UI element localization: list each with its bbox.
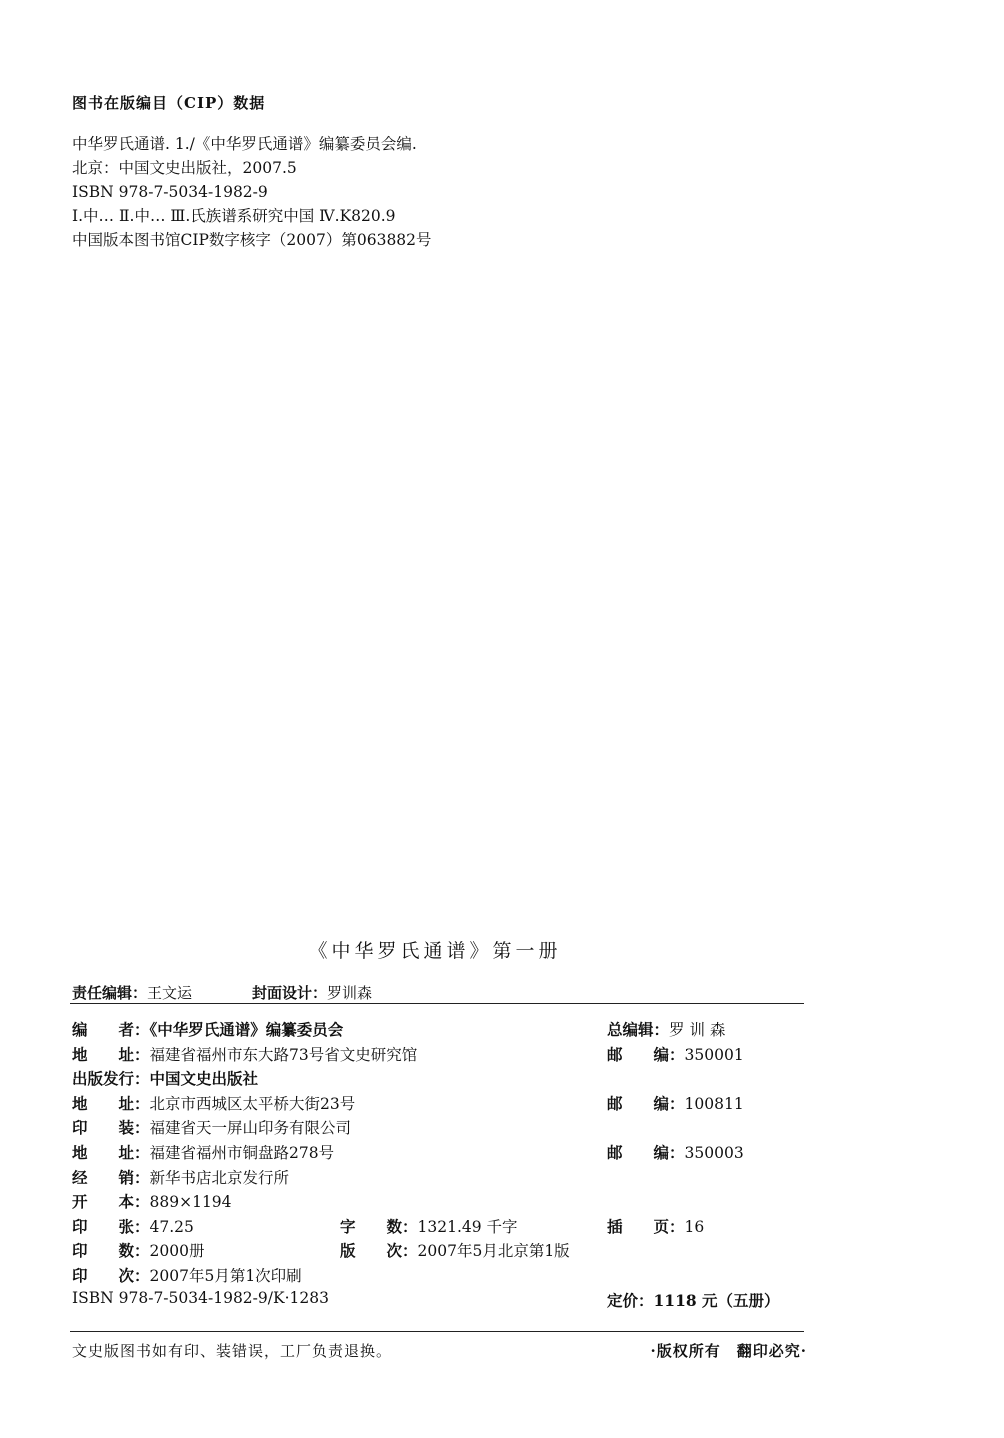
responsible-editor-value: 王文运 (147, 984, 193, 1002)
cover-design-label: 封面设计： (252, 984, 328, 1002)
sheets-label: 印 张： (72, 1216, 150, 1236)
editors-line (72, 982, 372, 1003)
printer-label: 印 装： (72, 1118, 150, 1138)
address-label: 地 址： (72, 1044, 150, 1064)
cip-line: Ⅰ.中… Ⅱ.中… Ⅲ.氏族谱系研究中国 Ⅳ.K820.9 (72, 207, 396, 225)
postcode-label: 邮 编： (607, 1142, 685, 1162)
info-row-address-2 (72, 1092, 807, 1117)
cip-line: 中华罗氏通谱. 1./《中华罗氏通谱》编纂委员会编. (72, 135, 417, 153)
info-row-publisher (72, 1067, 807, 1092)
publication-info (72, 1018, 807, 1313)
book-title: 《中华罗氏通谱》第一册 (308, 940, 562, 962)
sheets-value: 47.25 (149, 1217, 194, 1236)
editor-value: 《中华罗氏通谱》编纂委员会 (149, 1020, 344, 1039)
info-row-distributor (72, 1166, 807, 1191)
address-label: 地 址： (72, 1093, 150, 1113)
print-run-label: 印 数： (72, 1241, 150, 1261)
plates-label: 插 页： (607, 1216, 685, 1236)
info-row-isbn-price (72, 1289, 807, 1314)
cover-design-value: 罗训森 (327, 984, 373, 1002)
info-row-sheets (72, 1215, 807, 1240)
distributor-label: 经 销： (72, 1167, 150, 1187)
chief-editor-value: 罗 训 森 (669, 1021, 726, 1039)
price: 定价：1118 元（五册） (607, 1290, 780, 1310)
info-row-print-run (72, 1239, 807, 1264)
info-row-address-3 (72, 1141, 807, 1166)
cip-line: 北京：中国文史出版社，2007.5 (72, 159, 297, 177)
cip-data-block (72, 132, 432, 252)
divider-top (70, 1003, 804, 1004)
info-row-impression (72, 1264, 807, 1289)
postcode-label: 邮 编： (607, 1044, 685, 1064)
plates-value: 16 (684, 1217, 705, 1236)
impression-label: 印 次： (72, 1265, 150, 1285)
postcode-label: 邮 编： (607, 1093, 685, 1113)
divider-bottom (70, 1331, 804, 1332)
address-label: 地 址： (72, 1142, 150, 1162)
chief-editor-label: 总编辑： (607, 1020, 670, 1039)
format-value: 889×1194 (149, 1193, 232, 1212)
cip-line: ISBN 978-7-5034-1982-9 (72, 183, 268, 201)
return-notice: 文史版图书如有印、装错误，工厂负责退换。 (72, 1342, 393, 1360)
cip-heading: 图书在版编目（CIP）数据 (72, 94, 266, 112)
edition-value: 2007年5月北京第1版 (417, 1242, 570, 1261)
word-count-value: 1321.49 千字 (417, 1217, 518, 1236)
print-run-value: 2000册 (149, 1242, 205, 1261)
cip-line: 中国版本图书馆CIP数字核字（2007）第063882号 (72, 231, 432, 249)
postcode-value: 350001 (684, 1045, 744, 1064)
isbn-line: ISBN 978-7-5034-1982-9/K·1283 (72, 1288, 329, 1307)
responsible-editor-label: 责任编辑： (72, 984, 148, 1002)
info-row-editor (72, 1018, 807, 1043)
format-label: 开 本： (72, 1192, 150, 1212)
info-row-address-1 (72, 1043, 807, 1068)
postcode-value: 100811 (684, 1094, 744, 1113)
address-value: 福建省福州市东大路73号省文史研究馆 (149, 1045, 418, 1064)
postcode-value: 350003 (684, 1143, 744, 1162)
printer-value: 福建省天一屏山印务有限公司 (149, 1119, 352, 1138)
info-row-printer (72, 1116, 807, 1141)
publisher-label: 出版发行： (72, 1069, 150, 1089)
address-value: 福建省福州市铜盘路278号 (149, 1143, 335, 1162)
info-row-format (72, 1190, 807, 1215)
impression-value: 2007年5月第1次印刷 (149, 1266, 302, 1285)
distributor-value: 新华书店北京发行所 (149, 1168, 290, 1187)
copyright-notice: ·版权所有 翻印必究· (650, 1342, 807, 1360)
editor-label: 编 者： (72, 1020, 150, 1039)
word-count-label: 字 数： (340, 1216, 418, 1236)
address-value: 北京市西城区太平桥大街23号 (149, 1094, 356, 1113)
publisher-value: 中国文史出版社 (149, 1069, 259, 1089)
edition-label: 版 次： (340, 1241, 418, 1261)
